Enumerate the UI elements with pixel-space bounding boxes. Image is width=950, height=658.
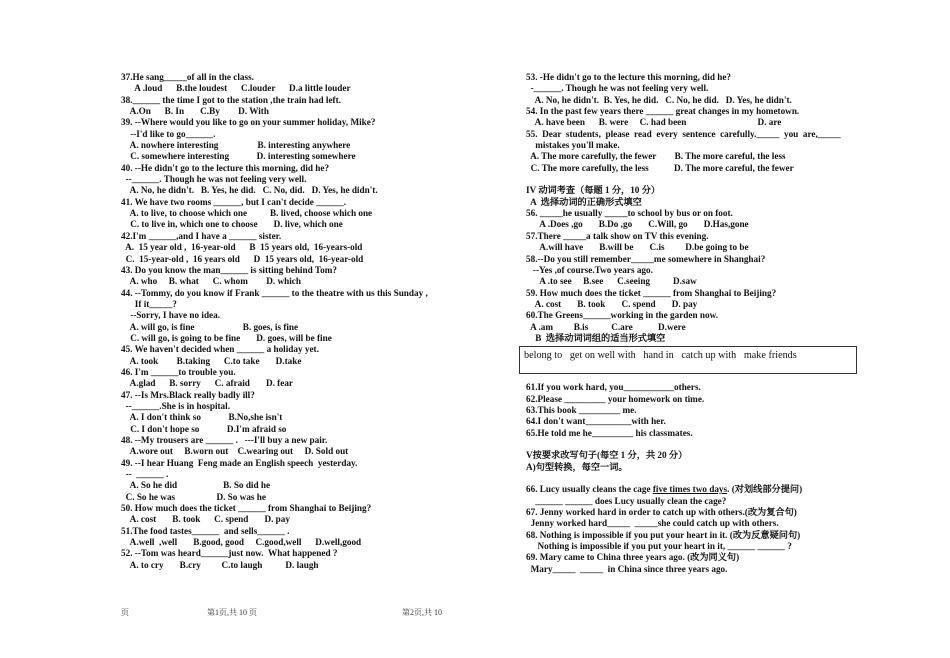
text-line: 59. How much does the ticket ______ from Shanghai to Beijing? [526, 287, 777, 298]
text-line: A.glad B. sorry C. afraid D. fear [121, 378, 293, 389]
text-line: A. I don't think so B.No,she isn't [121, 412, 283, 423]
text-line: 52. --Tom was heard______just now. What happened ? [121, 548, 338, 559]
text-line: 38.______ the time I got to the station ,the train had left. [121, 94, 341, 105]
footer-page-2: 第2页,共 10 [402, 608, 442, 617]
section-v-sub: A)句型转换，每空一词。 [526, 461, 628, 472]
text-line: A.will have B.will be C.is D.be going to be [526, 242, 749, 253]
text-line: 51.The food tastes______ and sells______ . [121, 525, 290, 536]
right-bottom-questions [526, 496, 856, 575]
text-line: A. who B. what C. whom D. which [121, 276, 301, 287]
text-line: 60.The Greens______working in the garden now. [526, 310, 719, 321]
text-line: 37.He sang_____of all in the class. [121, 72, 254, 82]
text-line: A. have been B. were C. had been D. are [526, 117, 782, 128]
text-line: 58.--Do you still remember_____me somewhere in Shanghai? [526, 253, 766, 264]
text-line: A. 15 year old , 16-year-old B 15 years old, 16-years-old [121, 242, 363, 253]
text-line: --______.She is in hospital. [121, 400, 230, 411]
q66-text: 66. Lucy usually cleans the cage [526, 484, 653, 495]
text-line: --Yes ,of course.Two years ago. [526, 264, 653, 275]
text-line: A. No, he didn't. B. Yes, he did. C. No, did. D. Yes, he didn't. [121, 185, 378, 196]
text-line: 64.I don't want__________with her. [526, 416, 666, 427]
text-line: A. No, he didn't. B. Yes, he did. C. No, he did. D. Yes, he didn't. [526, 94, 792, 105]
text-line: 65.He told me he_________ his classmates. [526, 427, 693, 438]
text-line: IV 动词考查（每题 1 分，10 分） [526, 185, 661, 196]
right-mid-questions [526, 382, 856, 439]
text-line: 43. Do you know the man______ is sitting behind Tom? [121, 264, 337, 275]
text-line: 63.This book _________ me. [526, 404, 637, 415]
text-line: B 选择动词词组的适当形式填空 [526, 332, 666, 343]
q66-underlined-text: five times two days [652, 484, 728, 495]
text-line: A. to live, to choose which one B. lived, choose which one [121, 208, 373, 219]
text-line: 44. --Tommy, do you know if Frank ______ to the theatre with us this Sunday , [121, 287, 428, 298]
text-line: C. to live in, which one to choose D. live, which one [121, 219, 343, 230]
text-line: A .am B.is C.are D.were [526, 321, 686, 332]
text-line: 57.There _____a talk show on TV this evening. [526, 230, 709, 241]
text-line: A .Does ,go B.Do ,go C.Will, go D.Has,gone [526, 219, 749, 230]
text-line: 69. Mary came to China three years ago. (改为同义句) [526, 552, 740, 563]
text-line: 40. --He didn't go to the lecture this morning, did he? [121, 162, 330, 173]
text-line: C. The more carefully, the less D. The more careful, the fewer [526, 162, 794, 173]
word-box: belong to get on well with hand in catch up with make friends [519, 346, 857, 374]
q66-instruction: . (对划线部分提问) [727, 484, 803, 495]
text-line: Mary_____ _____ in China since three years ago. [526, 563, 728, 574]
text-line: --______. Though he was not feeling very well. [121, 174, 307, 185]
text-line: If it_____? [121, 298, 177, 309]
text-line: A.well ,well B.good, good C.good,well D.well,good [121, 537, 362, 548]
text-line: 49. --I hear Huang Feng made an English speech yesterday. [121, 457, 358, 468]
footer-page-label: 页 [121, 608, 129, 617]
text-line: A. cost B. took C. spend D. pay [526, 298, 698, 309]
text-line: -- ______ . [121, 469, 169, 480]
text-line: A .to see B.see C.seeing D.saw [526, 276, 697, 287]
text-line: ______ ______ does Lucy usually clean the cage? [526, 495, 727, 506]
text-line: 48. --My trousers are ______ . ---I'll buy a new pair. [121, 435, 328, 445]
text-line: 41. We have two rooms ______, but I can't decide ______. [121, 196, 347, 207]
text-line: 56. _____he usually _____to school by bus or on foot. [526, 208, 733, 219]
right-column [526, 72, 856, 575]
text-line: 68. Nothing is impossible if you put your heart in it. (改为反意疑问句) [526, 529, 801, 540]
text-line: C. So he was D. So was he [121, 491, 266, 502]
text-line: 39. --Where would you like to go on your summer holiday, Mike? [121, 117, 376, 128]
text-line: 54. In the past few years there ______ great changes in my hometown. [526, 106, 800, 117]
text-line: --I'd like to go______. [121, 128, 216, 139]
text-line: 42.I'm ______,and I have a ______ sister. [121, 230, 282, 241]
text-line: C. I don't hope so D.I'm afraid so [121, 423, 287, 434]
text-line: Jenny worked hard_____ _____she could catch up with others. [526, 518, 779, 529]
text-line: 50. How much does the ticket ______ from Shanghai to Beijing? [121, 503, 372, 514]
text-line: A. will go, is fine B. goes, is fine [121, 321, 299, 332]
text-line: Nothing is impossible if you put your heart in it, ______ ______ ? [526, 541, 792, 552]
text-line: 53. -He didn't go to the lecture this morning, did he? [526, 72, 732, 82]
left-column [121, 72, 506, 571]
text-line [526, 174, 856, 185]
text-line: A 选择动词的正确形式填空 [526, 196, 642, 207]
text-line: A .loud B.the loudest C.louder D.a little louder [121, 83, 351, 94]
text-line: C. somewhere interesting D. interesting somewhere [121, 151, 356, 162]
right-top-questions [526, 72, 856, 344]
text-line: A. to cry B.cry C.to laugh D. laugh [121, 559, 319, 570]
text-line: A. took B.taking C.to take D.take [121, 355, 302, 366]
text-line: 55. Dear students, please read every sentence carefully._____ you are,_____ [526, 128, 841, 139]
question-66 [526, 484, 856, 495]
text-line: 67. Jenny worked hard in order to catch up with others.(改为复合句) [526, 507, 797, 518]
text-line: A.On B. In C.By D. With [121, 106, 269, 117]
text-line: 46. I'm ______to trouble you. [121, 366, 236, 377]
section-v-title: V按要求改写句子(每空 1 分，共 20 分） [526, 450, 688, 461]
text-line: A. So he did B. So did he [121, 480, 271, 491]
text-line: C. 15-year-old , 16 years old D 15 years old, 16-year-old [121, 253, 364, 264]
text-line: -______. Though he was not feeling very well. [526, 83, 709, 94]
text-line: 47. --Is Mrs.Black really badly ill? [121, 389, 255, 400]
text-line: 45. We haven't decided when ______ a holiday yet. [121, 344, 319, 355]
text-line: A. The more carefully, the fewer B. The more careful, the less [526, 151, 786, 162]
text-line: C. will go, is going to be fine D. goes, will be fine [121, 332, 332, 343]
text-line: A. nowhere interesting B. interesting anywhere [121, 140, 351, 151]
text-line: A.wore out B.worn out C.wearing out D. Sold out [121, 446, 349, 457]
footer-page-1: 第1页,共 10 页 [207, 608, 257, 617]
text-line: 62.Please _________ your homework on time. [526, 393, 705, 404]
text-line: 61.If you work hard, you___________others. [526, 382, 701, 393]
text-line: mistakes you'll make. [526, 140, 620, 151]
text-line: --Sorry, I have no idea. [121, 310, 221, 321]
text-line: A. cost B. took C. spend D. pay [121, 514, 290, 525]
